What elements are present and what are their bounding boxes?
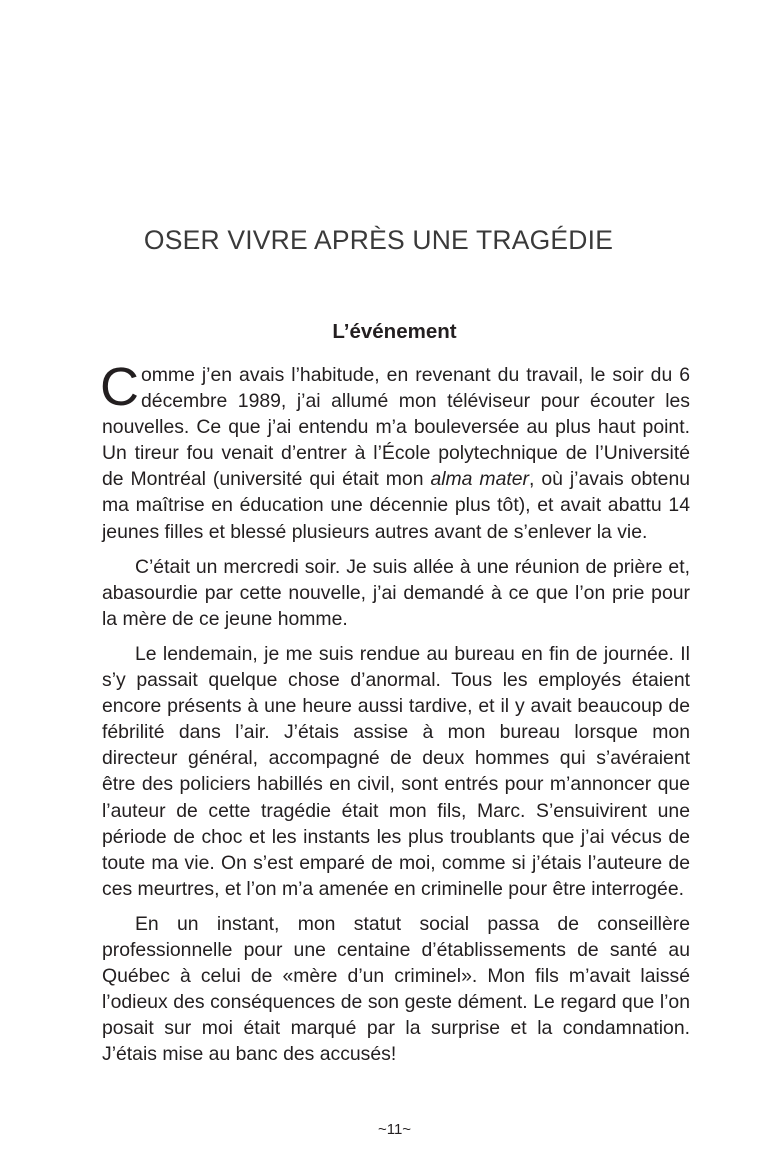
chapter-title: OSER VIVRE APRÈS UNE TRAGÉDIE: [143, 225, 614, 255]
paragraph-1: [100, 357, 691, 545]
section-heading: L’événement: [332, 320, 457, 343]
paragraph-3: Le lendemain, je me suis rendue au bureau en fin de journée. Il s’y passait quelque chose d’anormal. Tous les employés étaient encore présents à une heure aussi tardive, et il y avait beaucoup de fébrilité dans l’air. J’étais assise à mon bureau lorsque mon directeur général, accompagné de deux hommes qui s’avéraient être des policiers habillés en civil, sont entrés pour m’annoncer que l’auteur de cette tragédie était mon fils, Marc. S’ensuivirent une période de choc et les instants les plus troublants que j’ai vécus de toute ma vie. On s’est emparé de moi, comme si j’étais l’auteure de ces meurtres, et l’on m’a amenée en criminelle pour être interrogée.: [102, 642, 690, 900]
page-number: ~11~: [377, 1121, 412, 1138]
paragraph-1-text-b: , où j’avais obtenu ma maîtrise en éducation une décennie plus tôt), et avait abattu 14 jeunes filles et blessé plusieurs autres avant de s’enlever la vie.: [102, 468, 691, 543]
drop-cap: C: [100, 357, 139, 417]
body-text: [100, 357, 691, 1076]
paragraph-1-italic: alma mater: [430, 468, 529, 491]
paragraph-2: C’était un mercredi soir. Je suis allée à une réunion de prière et, abasourdie par cette nouvelle, j’ai demandé à ce que l’on prie pour la mère de ce jeune homme.: [102, 555, 690, 630]
paragraph-1-text-a: omme j’en avais l’habitude, en revenant du travail, le soir du 6 décembre 1989, j’ai allumé mon téléviseur pour écouter les nouvelles. Ce que j’ai entendu m’a bouleversée au plus haut point. Un tireur fou venait d’entrer à l’École polytechnique de l’Université de Montréal (université qui était mon: [102, 364, 690, 491]
paragraph-4: En un instant, mon statut social passa de conseillère professionnelle pour une centaine d’établissements de santé au Québec à celui de «mère d’un criminel». Mon fils m’avait laissé l’odieux des conséquences de son geste dément. Le regard que l’on posait sur moi était marqué par la surprise et la condamnation. J’étais mise au banc des accusés!: [102, 912, 690, 1066]
